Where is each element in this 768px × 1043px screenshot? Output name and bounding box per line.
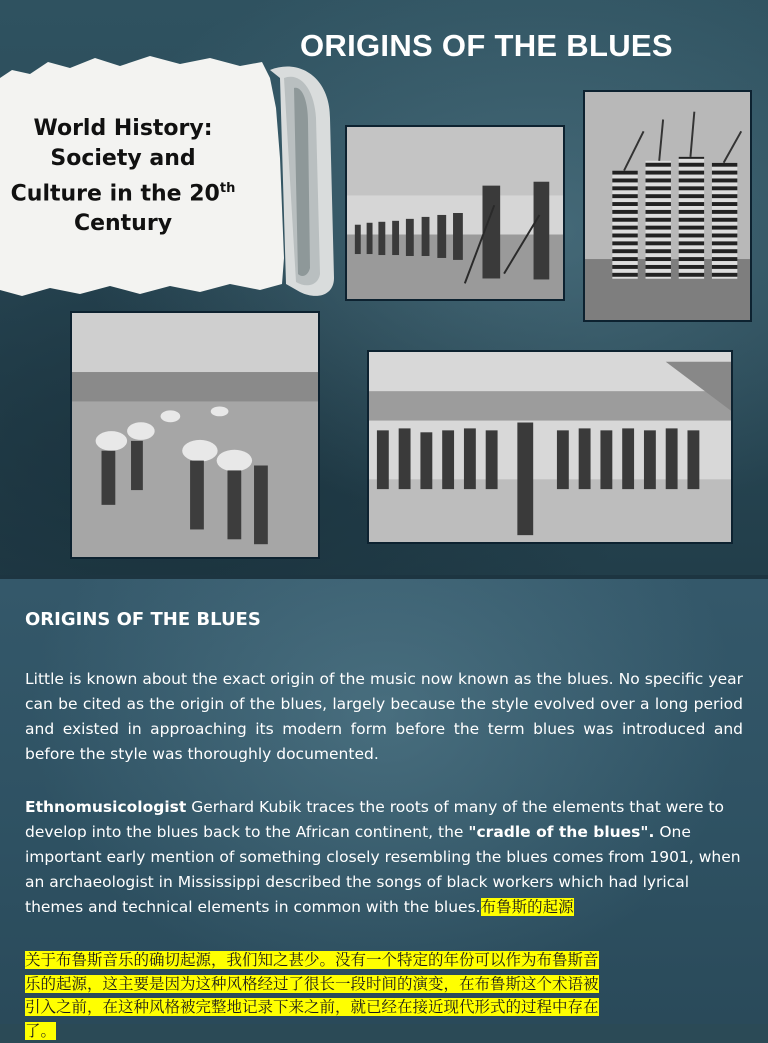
photo-chain-gang-group — [367, 350, 733, 544]
course-title-line — [0, 174, 246, 209]
chinese-line: 了。 — [25, 1021, 57, 1040]
chinese-translation — [25, 949, 743, 1043]
paragraph-origin: Little is known about the exact origin of the music now known as the blues. No specific year can be cited as the origin of the blues, largely because the style evolved over a long period and existed in approaching its modern form before the term blues was introduced and before the style was thoroughly documented. — [25, 670, 743, 763]
photo-field-workers-baskets — [70, 311, 320, 559]
course-title-superscript: th — [219, 181, 236, 196]
chinese-line: 乐的起源，这主要是因为这种风格经过了很长一段时间的演变，在布鲁斯这个术语被 — [25, 974, 599, 993]
chinese-line: 关于布鲁斯音乐的确切起源，我们知之甚少。没有一个特定的年份可以作为布鲁斯音 — [25, 951, 599, 969]
paragraph-kubik — [25, 795, 743, 920]
chinese-line: 引入之前，在这种风格被完整地记录下来之前，就已经在接近现代形式的过程中存在 — [25, 998, 599, 1016]
section-heading: ORIGINS OF THE BLUES — [25, 609, 261, 630]
bold-term: Ethnomusicologist — [25, 798, 187, 816]
course-title — [0, 114, 246, 239]
photo-chain-gang-field — [345, 125, 565, 301]
slide-title: ORIGINS OF THE BLUES — [300, 28, 673, 63]
photo-striped-prisoners-axes — [583, 90, 752, 322]
course-title-line: Century — [73, 211, 173, 237]
chinese-heading-highlight: 布鲁斯的起源 — [480, 898, 574, 916]
course-title-line: World History: — [33, 116, 213, 141]
bold-term: "cradle of the blues". — [468, 823, 655, 841]
course-title-line: Society and — [50, 146, 196, 171]
paragraph-text: Gerhard Kubik traces the roots of many of the elements that were to develop into the blues back to the African continent, the — [25, 798, 724, 841]
article-section — [0, 579, 768, 1040]
paragraph-text: One important early mention of something closely resembling the blues comes from 1901, when an archaeologist in Mississippi described the songs of black workers which had lyrical themes and technical elements in common with the blues. — [25, 823, 741, 916]
course-title-line-text: Culture in the 20 — [10, 181, 220, 207]
